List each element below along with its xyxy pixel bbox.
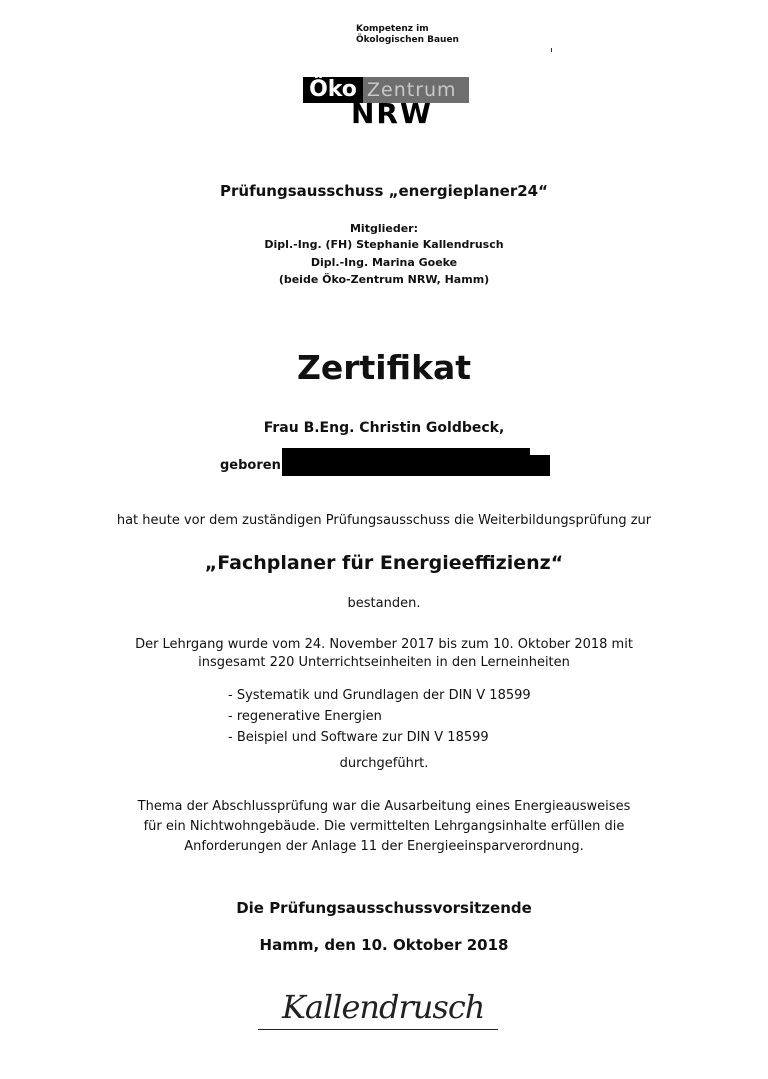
logo-tagline-line-1: Kompetenz im: [356, 24, 429, 34]
scan-speck: [551, 48, 552, 52]
member-2: Dipl.-Ing. Marina Goeke: [310, 256, 458, 269]
logo-word-zentrum: Zentrum: [363, 77, 469, 103]
learning-unit: - Systematik und Grundlagen der DIN V 18599: [228, 688, 531, 703]
exam-theme-line: für ein Nichtwohngebäude. Die vermittelten Lehrgangsinhalte erfüllen die: [143, 819, 625, 834]
logo-word-oko: Öko: [303, 77, 363, 103]
course-description-line-2: insgesamt 220 Unterrichtseinheiten in den Lerneinheiten: [198, 655, 570, 670]
member-affiliation: (beide Öko-Zentrum NRW, Hamm): [278, 273, 490, 286]
members-label: Mitglieder:: [349, 222, 418, 235]
oeko-zentrum-logo: [303, 77, 469, 130]
conducted-text: durchgeführt.: [339, 756, 429, 771]
statement-text: hat heute vor dem zuständigen Prüfungsausschuss die Weiterbildungsprüfung zur: [116, 513, 652, 528]
exam-theme-line: Anforderungen der Anlage 11 der Energieeinsparverordnung.: [184, 839, 584, 854]
born-label: geboren: [220, 458, 281, 473]
passed-text: bestanden.: [347, 596, 421, 611]
course-name: „Fachplaner für Energieeffizienz“: [204, 552, 564, 574]
learning-unit: - regenerative Energien: [228, 709, 382, 724]
chair-role: Die Prüfungsausschussvorsitzende: [236, 899, 532, 917]
member-1: Dipl.-Ing. (FH) Stephanie Kallendrusch: [264, 238, 504, 251]
logo-tagline: [356, 24, 459, 46]
exam-theme: [0, 797, 768, 857]
exam-theme-line: Thema der Abschlussprüfung war die Ausarbeitung eines Energieausweises: [137, 799, 631, 814]
redaction-bar: [282, 455, 550, 476]
course-description-line-1: Der Lehrgang wurde vom 24. November 2017 bis zum 10. Oktober 2018 mit: [135, 637, 633, 652]
learning-unit: - Beispiel und Software zur DIN V 18599: [228, 730, 489, 745]
logo-word-nrw: NRW: [351, 97, 433, 130]
handwritten-signature: Kallendrusch: [282, 988, 485, 1026]
certificate-title: Zertifikat: [296, 348, 472, 387]
learning-units-list: [228, 685, 531, 748]
place-date: Hamm, den 10. Oktober 2018: [259, 936, 509, 954]
recipient-name: Frau B.Eng. Christin Goldbeck,: [263, 420, 505, 436]
committee-title: Prüfungsausschuss „energieplaner24“: [220, 182, 548, 200]
signature-line: [258, 1029, 498, 1030]
logo-tagline-line-2: Ökologischen Bauen: [356, 35, 459, 45]
